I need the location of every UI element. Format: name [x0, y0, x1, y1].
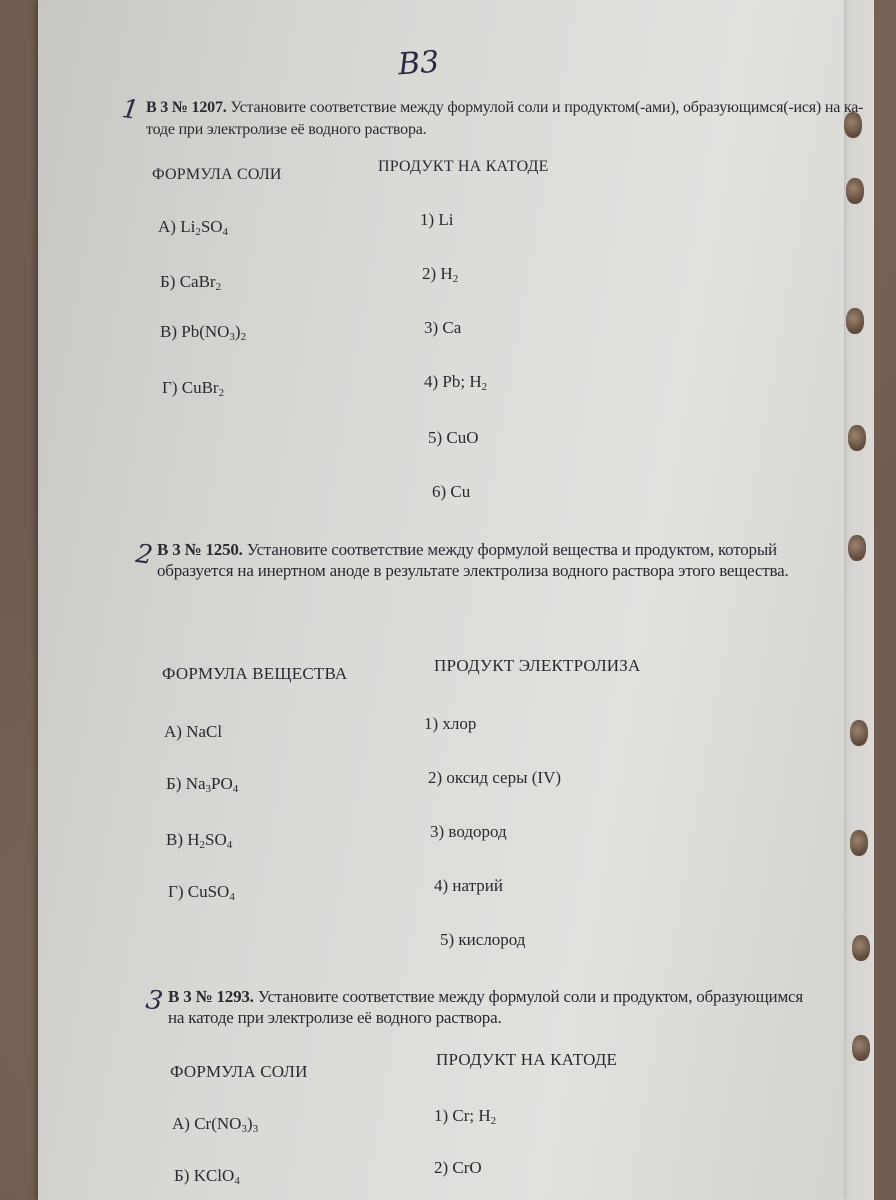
formula-subscript: 3 — [241, 1123, 247, 1135]
formula-subscript: 4 — [222, 226, 229, 238]
question-2-right-item: 5) кислород — [440, 930, 526, 949]
formula-subscript: 3 — [205, 783, 212, 795]
item-letter: В) — [166, 830, 183, 849]
item-number: 2) — [422, 264, 437, 283]
item-number: 4) — [424, 372, 439, 391]
question-1-left-column-header: ФОРМУЛА СОЛИ — [152, 166, 282, 183]
question-1-heading — [146, 97, 863, 119]
question-2-text-line2: образуется на инертном аноде в результате электролиза водного раствора этого вещества. — [157, 561, 789, 580]
binder-hole — [850, 720, 868, 746]
binder-hole — [846, 308, 864, 334]
formula-subscript: 2 — [481, 381, 488, 393]
question-1-left-item — [160, 322, 246, 343]
question-3-text-line1: Установите соответствие между формулой соли и продуктом, образующимся — [257, 987, 803, 1006]
formula-subscript: 4 — [229, 891, 235, 903]
item-letter: Г) — [168, 882, 184, 901]
question-3-number: В 3 № 1293. — [168, 987, 254, 1006]
item-number: 6) — [432, 482, 447, 501]
question-1-text-line2: тоде при электролизе её водного раствора. — [146, 121, 427, 138]
formula-subscript: 3 — [229, 331, 235, 343]
item-letter: А) — [164, 722, 182, 741]
handwritten-header-mark: В3 — [396, 44, 441, 83]
formula-subscript: 2 — [218, 387, 225, 399]
question-3-handwritten-mark: 3 — [143, 984, 165, 1018]
binder-hole — [848, 425, 866, 451]
binder-hole — [848, 535, 866, 561]
item-formula: CuSO$_4$ — [187, 882, 235, 903]
item-formula: Pb; $H_2$ — [442, 372, 488, 393]
item-formula: $Li_2SO_4$ — [180, 217, 229, 238]
formula-subscript: 4 — [232, 783, 239, 795]
item-letter: В) — [160, 322, 177, 341]
question-1-right-column-header: ПРОДУКТ НА КАТОДЕ — [378, 158, 549, 175]
question-1-left-item — [160, 272, 221, 293]
question-1-right-item — [424, 372, 487, 393]
question-3-right-item — [434, 1106, 496, 1127]
item-formula: CuO — [446, 428, 479, 447]
item-letter: А) — [172, 1114, 190, 1133]
item-formula: CrO — [452, 1158, 482, 1177]
question-1-left-item — [162, 378, 224, 399]
question-3-right-column-header: ПРОДУКТ НА КАТОДЕ — [436, 1050, 618, 1069]
question-2-left-item — [166, 774, 238, 795]
question-1-handwritten-mark: 1 — [119, 93, 141, 127]
item-formula: CuBr$_2$ — [181, 378, 225, 399]
item-number: 1) — [420, 210, 435, 229]
item-formula: Li — [438, 210, 454, 229]
item-letter: Б) — [160, 272, 176, 291]
question-1-right-item — [432, 482, 470, 502]
question-3-right-item — [434, 1158, 482, 1178]
item-formula: $H_2SO_4$ — [187, 830, 233, 851]
item-formula: NaCl — [186, 722, 223, 741]
formula-subscript: 2 — [240, 331, 247, 343]
question-2-right-column-header: ПРОДУКТ ЭЛЕКТРОЛИЗА — [434, 656, 641, 675]
binder-hole — [852, 935, 870, 961]
item-formula: $Na_3PO_4$ — [185, 774, 239, 795]
formula-subscript: 2 — [195, 226, 201, 238]
question-1-right-item — [420, 210, 454, 230]
question-1-text-line1: Установите соответствие между формулой соли и продуктом(-ами), образующимся(-ися) на ка- — [230, 99, 864, 116]
item-letter: Г) — [162, 378, 178, 397]
question-2-right-item: 4) натрий — [434, 876, 503, 895]
item-formula: $H_2$ — [440, 264, 459, 285]
formula-subscript: 2 — [199, 839, 206, 851]
item-formula: Ca — [442, 318, 462, 337]
question-1-right-item — [422, 264, 458, 285]
item-number: 2) — [434, 1158, 449, 1177]
question-1-left-item — [158, 217, 228, 238]
question-1-number: В 3 № 1207. — [146, 99, 227, 116]
formula-subscript: 2 — [490, 1115, 497, 1127]
question-2-text-line1: Установите соответствие между формулой вещества и продуктом, который — [246, 540, 777, 559]
formula-subscript: 4 — [226, 839, 233, 851]
item-number: 3) — [424, 318, 439, 337]
question-2-left-item — [166, 830, 232, 851]
item-letter: Б) — [174, 1166, 190, 1185]
question-2-left-item — [164, 722, 222, 742]
question-3-left-item — [174, 1166, 240, 1187]
item-number: 5) — [428, 428, 443, 447]
formula-subscript: 4 — [234, 1175, 240, 1187]
question-3-heading — [168, 986, 803, 1008]
question-2-number: В 3 № 1250. — [157, 540, 243, 559]
question-3-left-column-header: ФОРМУЛА СОЛИ — [170, 1062, 308, 1081]
item-letter: Б) — [166, 774, 182, 793]
item-formula: $Pb(NO_3)_2$ — [181, 322, 247, 343]
binder-hole — [850, 830, 868, 856]
question-1-right-item — [428, 428, 479, 448]
item-formula: $Cr(NO_3)_3$ — [194, 1114, 259, 1135]
item-number: 1) — [434, 1106, 449, 1125]
question-1-right-item — [424, 318, 461, 338]
item-formula: Cu — [450, 482, 471, 501]
question-3-left-item — [172, 1114, 258, 1135]
question-2-handwritten-mark: 2 — [133, 538, 155, 572]
item-letter: А) — [158, 217, 176, 236]
question-2-right-item: 3) водород — [430, 822, 507, 841]
item-formula: KClO$_4$ — [193, 1166, 240, 1187]
binder-hole — [846, 178, 864, 204]
formula-subscript: 2 — [215, 281, 222, 293]
question-2-right-item: 1) хлор — [424, 714, 477, 733]
formula-subscript: 2 — [452, 273, 459, 285]
question-2-right-item: 2) оксид серы (IV) — [428, 768, 562, 787]
question-2-left-item — [168, 882, 235, 903]
binder-hole — [852, 1035, 870, 1061]
item-formula: CaBr$_2$ — [179, 272, 222, 293]
item-formula: Cr; $H_2$ — [452, 1106, 497, 1127]
question-3-text-line2: на катоде при электролизе её водного раствора. — [168, 1008, 502, 1027]
question-2-heading — [157, 539, 777, 561]
question-2-left-column-header: ФОРМУЛА ВЕЩЕСТВА — [162, 664, 348, 683]
formula-subscript: 3 — [252, 1123, 259, 1135]
